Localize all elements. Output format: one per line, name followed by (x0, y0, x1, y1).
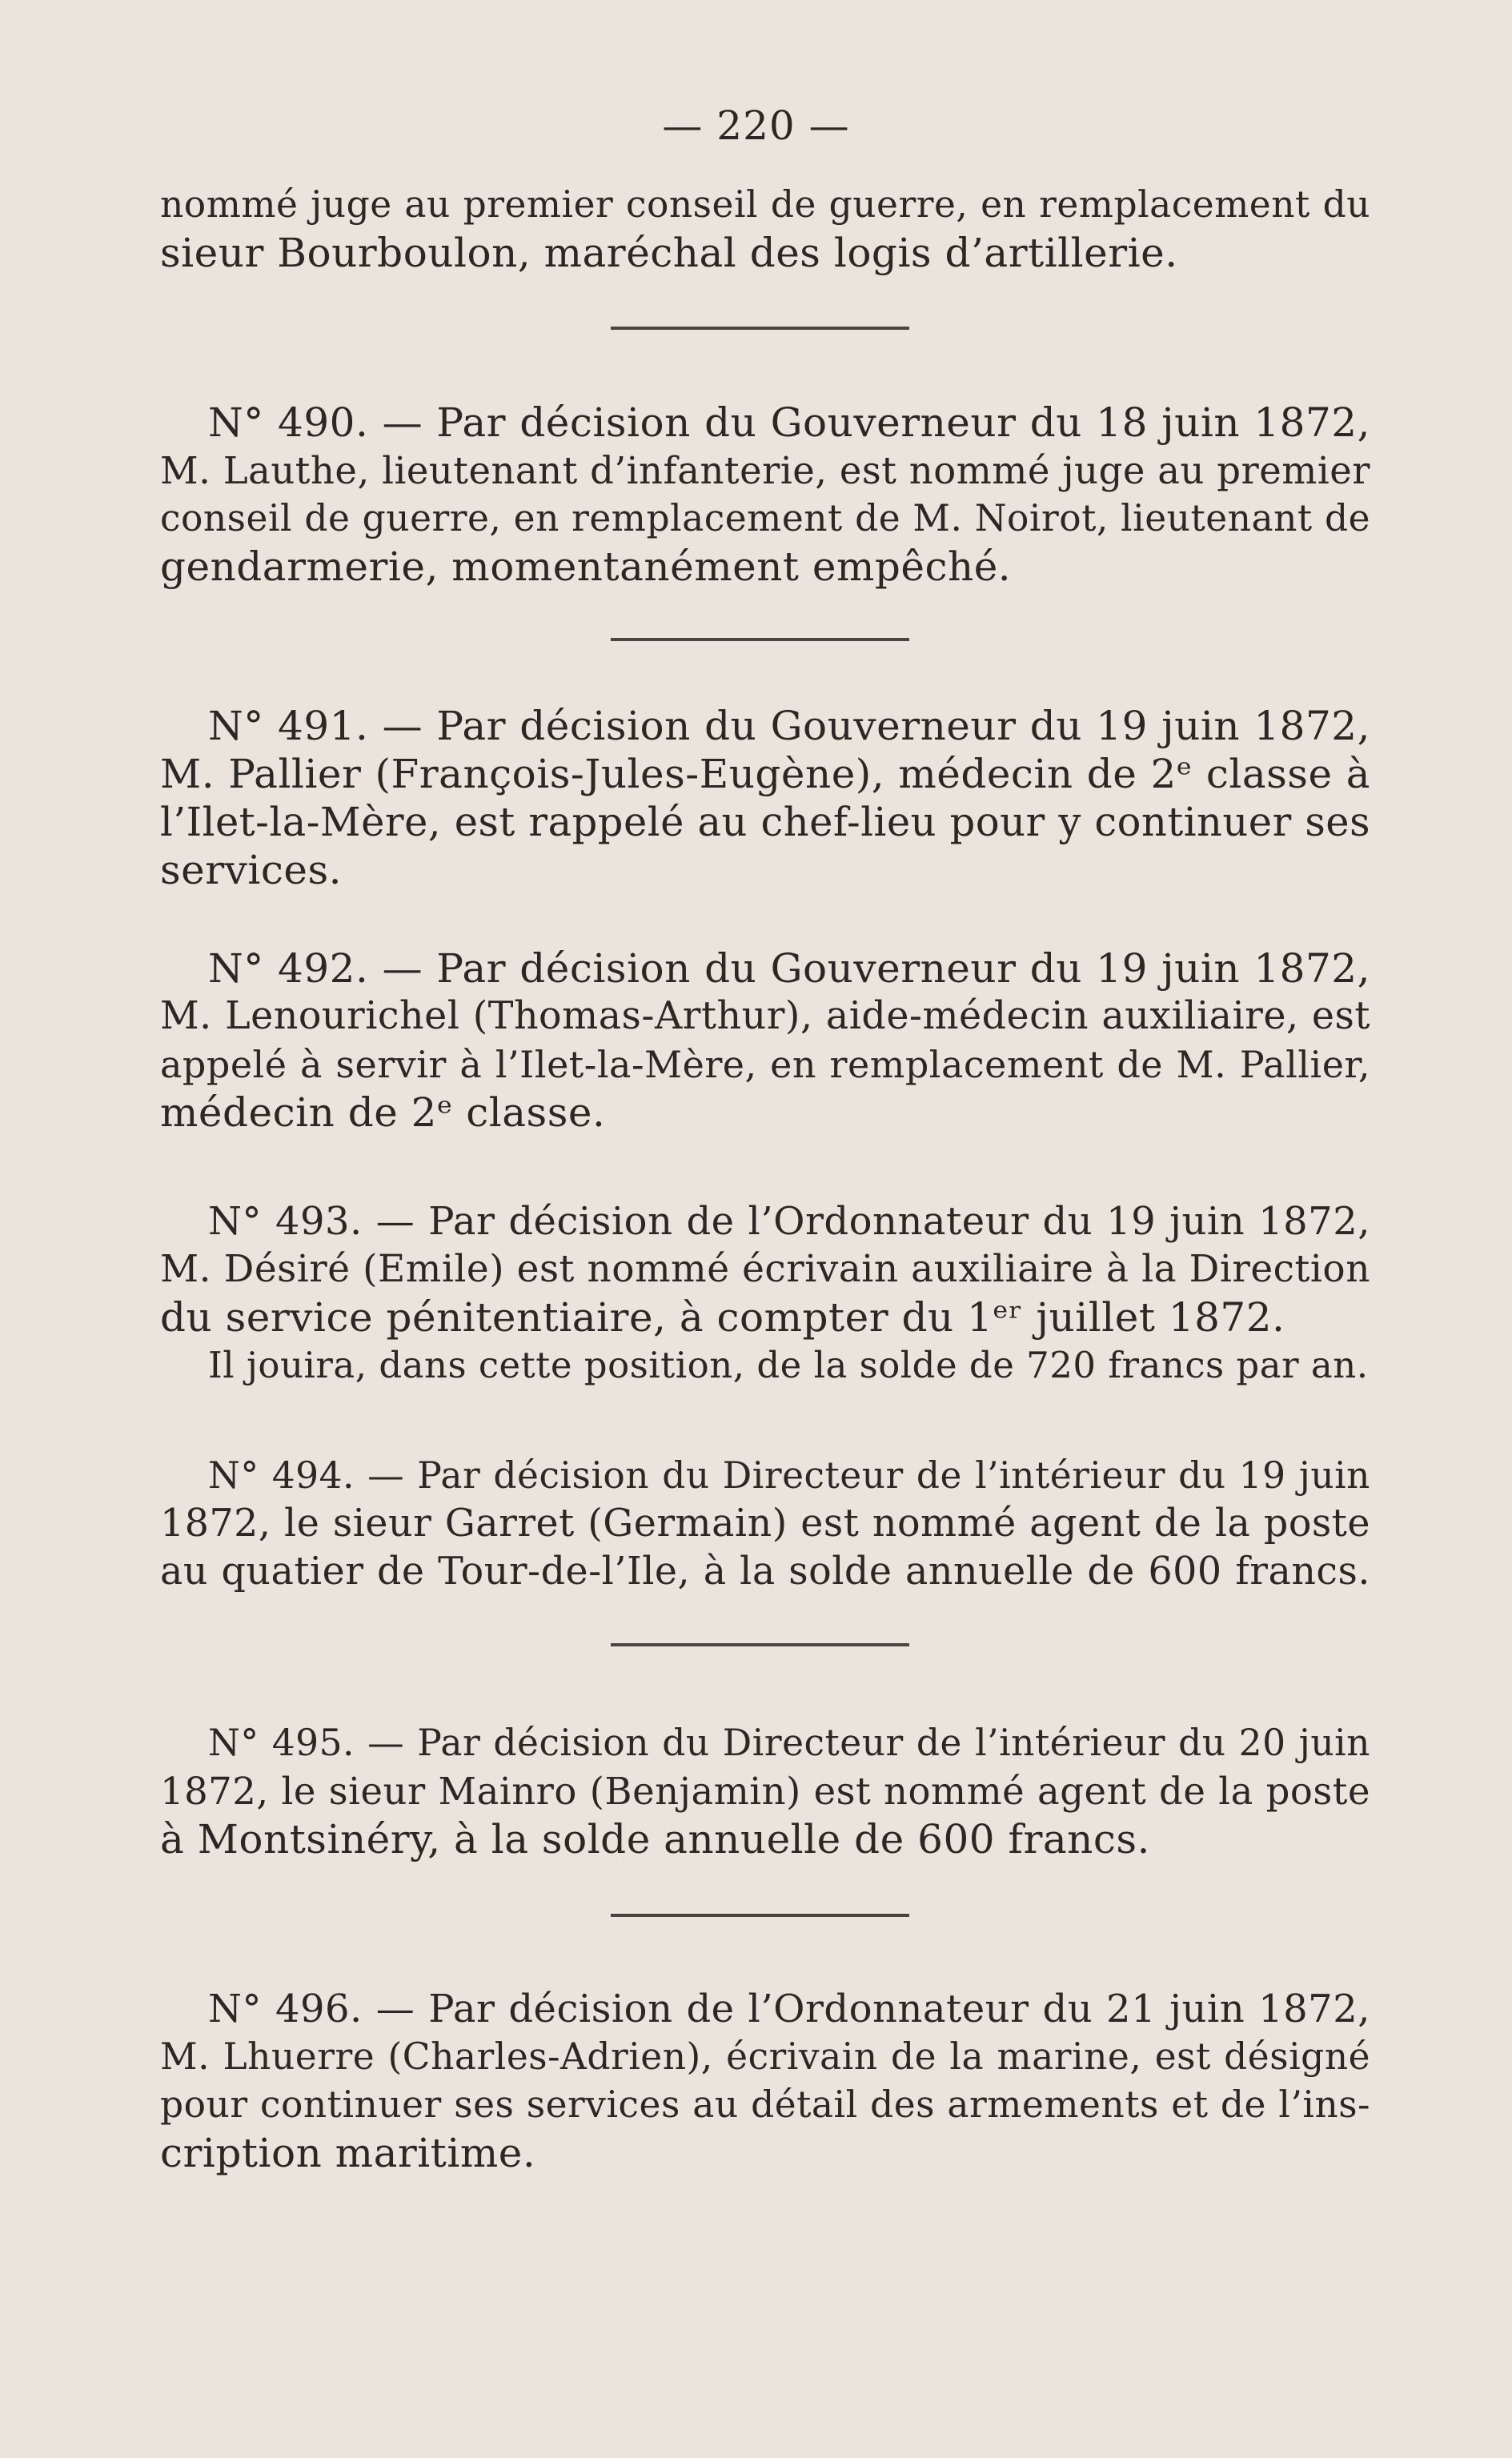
decision-491 (160, 702, 1370, 894)
text-line: N° 496. — Par décision de l’Ordonnateur du 21 juin 1872, (208, 1987, 1370, 2031)
text-line: M. Pallier (François-Jules-Eugène), médecin de 2ᵉ classe à (160, 751, 1370, 797)
text-line: M. Lauthe, lieutenant d’infanterie, est nommé juge au premier (160, 449, 1370, 492)
decision-492 (160, 944, 1370, 1137)
text-line: cription maritime. (160, 2130, 536, 2176)
decision-continuation (160, 181, 1370, 277)
text-line: N° 492. — Par décision du Gouverneur du 19 juin 1872, (208, 945, 1370, 992)
text-line: sieur Bourboulon, maréchal des logis d’artillerie. (160, 230, 1178, 276)
decision-495 (160, 1719, 1370, 1863)
text-line: N° 491. — Par décision du Gouverneur du 19 juin 1872, (208, 703, 1370, 749)
text-line: pour continuer ses services au détail des armements et de l’ins- (160, 2083, 1370, 2126)
text-line: 1872, le sieur Mainro (Benjamin) est nommé agent de la poste (160, 1770, 1370, 1813)
text-line: N° 490. — Par décision du Gouverneur du 18 juin 1872, (208, 399, 1370, 446)
text-line: à Montsinéry, à la solde annuelle de 600 francs. (160, 1816, 1150, 1863)
text-line: 1872, le sieur Garret (Germain) est nommé agent de la poste (160, 1502, 1370, 1546)
text-line: N° 494. — Par décision du Directeur de l’intérieur du 19 juin (208, 1454, 1370, 1497)
text-line: au quatier de Tour-de-l’Ile, à la solde annuelle de 600 francs. (160, 1550, 1370, 1594)
text-line: nommé juge au premier conseil de guerre, en remplacement du (160, 183, 1370, 226)
decision-494 (160, 1452, 1370, 1596)
text-line: gendarmerie, momentanément empêché. (160, 543, 1012, 590)
text-line: N° 495. — Par décision du Directeur de l’intérieur du 20 juin (208, 1722, 1370, 1764)
separator-rule (611, 1914, 909, 1917)
text-line: M. Lhuerre (Charles-Adrien), écrivain de la marine, est désigné (160, 2035, 1370, 2078)
text-line: Il jouira, dans cette position, de la solde de 720 francs par an. (208, 1344, 1369, 1386)
text-line: l’Ilet-la-Mère, est rappelé au chef-lieu pour y continuer ses (160, 799, 1370, 845)
separator-rule (611, 1643, 909, 1646)
decision-493 (160, 1197, 1370, 1389)
decision-496 (160, 1985, 1370, 2177)
text-line: du service pénitentiaire, à compter du 1ᵉʳ juillet 1872. (160, 1294, 1285, 1341)
text-line: appelé à servir à l’Ilet-la-Mère, en remplacement de M. Pallier, (160, 1043, 1370, 1086)
page-number: — 220 — (662, 102, 850, 149)
separator-rule (611, 638, 909, 641)
text-line: conseil de guerre, en remplacement de M. Noirot, lieutenant de (160, 497, 1370, 539)
text-line: services. (160, 847, 343, 893)
text-line: médecin de 2ᵉ classe. (160, 1089, 606, 1136)
text-line: M. Désiré (Emile) est nommé écrivain auxiliaire à la Direction (160, 1247, 1370, 1291)
text-line: M. Lenourichel (Thomas-Arthur), aide-médecin auxiliaire, est (160, 994, 1370, 1038)
separator-rule (611, 327, 909, 330)
decision-490 (160, 399, 1370, 591)
text-line: N° 493. — Par décision de l’Ordonnateur du 19 juin 1872, (208, 1199, 1370, 1244)
